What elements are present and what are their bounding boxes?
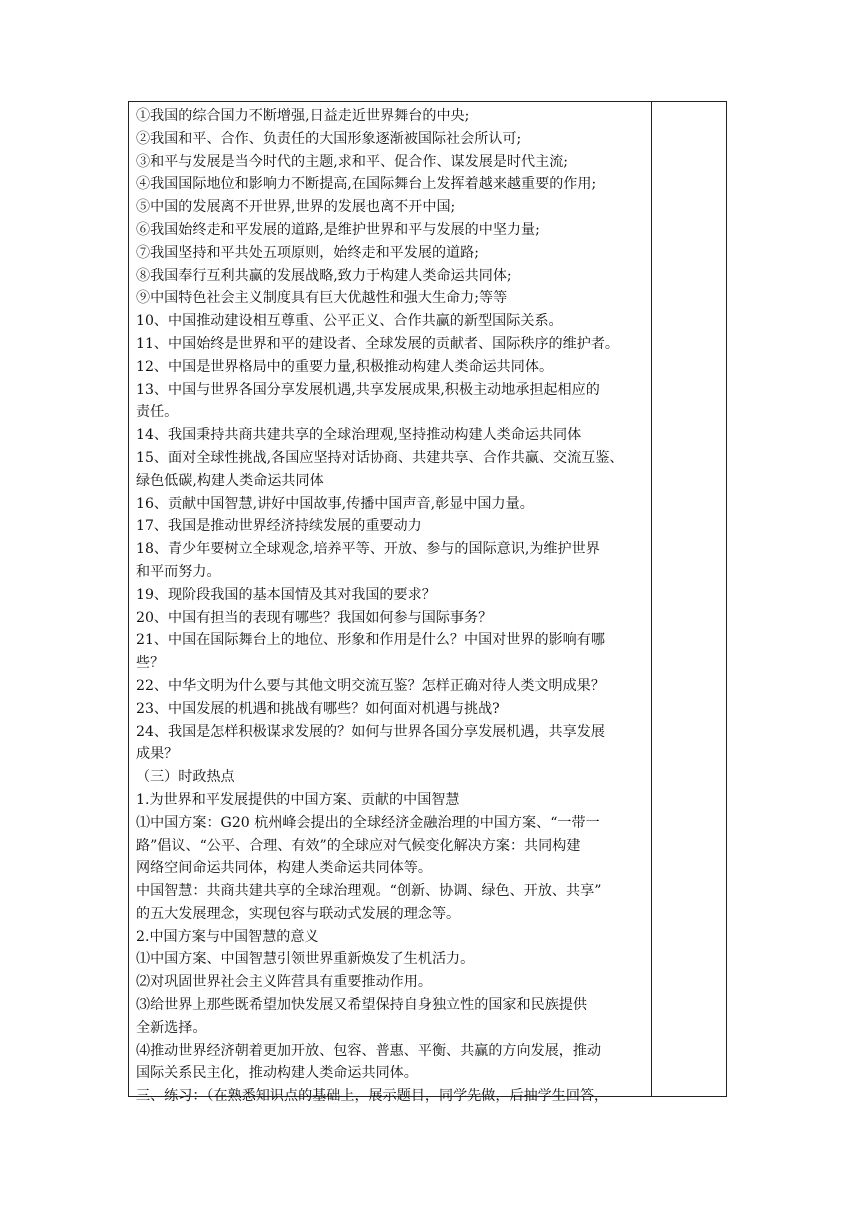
text-line: 和平而努力。 [136,563,221,580]
text-line: ⑦我国坚持和平共处五项原则，始终走和平发展的道路; [136,244,479,261]
text-line: 三、练习：（在熟悉知识点的基础上，展示题目，同学先做，后抽学生回答， [136,1088,609,1105]
text-line: 23、中国发展的机遇和挑战有哪些？如何面对机遇与挑战? [136,700,500,717]
text-line: 国际关系民主化，推动构建人类命运共同体。 [136,1065,418,1082]
text-line: 路”倡议、“公平、合理、有效”的全球应对气候变化解决方案：共同构建 [136,837,581,854]
text-line: 11、中国始终是世界和平的建设者、全球发展的贡献者、国际秩序的维护者。 [136,335,620,352]
text-line: 20、中国有担当的表现有哪些？我国如何参与国际事务？ [136,609,493,626]
text-line: ④我国国际地位和影响力不断提高,在国际舞台上发挥着越来越重要的作用; [136,176,597,193]
text-line: 18、青少年要树立全球观念,培养平等、开放、参与的国际意识,为维护世界 [136,541,600,558]
text-line: 12、中国是世界格局中的重要力量,积极推动构建人类命运共同体。 [136,358,554,375]
text-line: 17、我国是推动世界经济持续发展的重要动力 [136,518,422,535]
text-line: 的五大发展理念，实现包容与联动式发展的理念等。 [136,905,461,922]
text-line: ⑵对巩固世界社会主义阵营具有重要推动作用。 [136,974,432,991]
text-line: 绿色低碳,构建人类命运共同体 [136,472,324,489]
text-line: 些？ [136,655,165,672]
text-line: ⑥我国始终走和平发展的道路,是维护世界和平与发展的中坚力量; [136,221,540,238]
text-line: 网络空间命运共同体，构建人类命运共同体等。 [136,860,432,877]
text-line: 1.为世界和平发展提供的中国方案、贡献的中国智慧 [136,791,460,808]
text-line: 13、中国与世界各国分享发展机遇,共享发展成果,积极主动地承担起相应的 [136,381,600,398]
text-line: ②我国和平、合作、负责任的大国形象逐渐被国际社会所认可; [136,130,522,147]
column-divider [651,102,652,1096]
text-line: ⑶给世界上那些既希望加快发展又希望保持自身独立性的国家和民族提供 [136,997,587,1014]
text-line: ⑷推动世界经济朝着更加开放、包容、普惠、平衡、共赢的方向发展，推动 [136,1042,602,1059]
text-line: ⑴中国方案：G20 杭州峰会提出的全球经济金融治理的中国方案、“一带一 [136,814,600,831]
main-content-cell [136,105,648,1108]
text-line: ①我国的综合国力不断增强,日益走近世界舞台的中央; [136,108,470,124]
text-line: 中国智慧：共商共建共享的全球治理观。“创新、协调、绿色、开放、共享” [136,883,602,900]
text-line: ⑴中国方案、中国智慧引领世界重新焕发了生机活力。 [136,951,475,968]
text-line: 全新选择。 [136,1019,207,1036]
text-line: 16、贡献中国智慧,讲好中国故事,传播中国声音,彰显中国力量。 [136,495,534,512]
text-line: 15、面对全球性挑战,各国应坚持对话协商、共建共享、合作共赢、交流互鉴、 [136,449,624,466]
text-line: 22、中华文明为什么要与其他文明交流互鉴？怎样正确对待人类文明成果？ [136,677,605,694]
text-line: 24、我国是怎样积极谋求发展的？如何与世界各国分享发展机遇，共享发展 [136,723,605,740]
text-line: 19、现阶段我国的基本国情及其对我国的要求？ [136,586,436,603]
text-line: ③和平与发展是当今时代的主题,求和平、促合作、谋发展是时代主流; [136,153,569,170]
text-line: ⑤中国的发展离不开世界,世界的发展也离不开中国; [136,199,456,216]
document-table [128,101,727,1105]
text-line: 21、中国在国际舞台上的地位、形象和作用是什么？中国对世界的影响有哪 [136,632,605,649]
text-line: ⑨中国特色社会主义制度具有巨大优越性和强大生命力;等等 [136,290,508,307]
text-line: 14、我国秉持共商共建共享的全球治理观,坚持推动构建人类命运共同体 [136,427,582,444]
text-line: ⑧我国奉行互利共赢的发展战略,致力于构建人类命运共同体; [136,267,512,284]
text-line: 责任。 [136,404,179,421]
text-line: 成果？ [136,746,179,763]
text-line: 10、中国推动建设相互尊重、公平正义、合作共赢的新型国际关系。 [136,313,563,330]
text-line: （三）时政热点 [136,769,235,786]
text-line: 2.中国方案与中国智慧的意义 [136,928,319,945]
